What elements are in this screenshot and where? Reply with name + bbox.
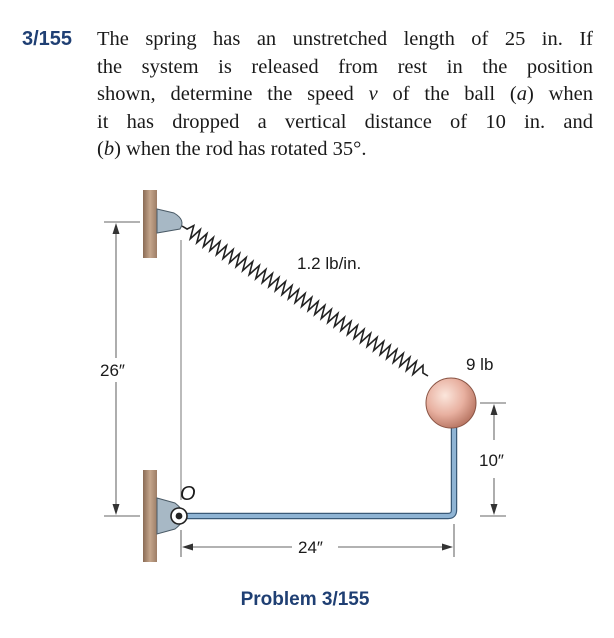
drop-label: 10″ bbox=[479, 451, 504, 470]
problem-text-segment: b bbox=[103, 138, 115, 160]
height-label: 26″ bbox=[100, 361, 125, 380]
problem-text-segment: ) when bbox=[526, 83, 593, 105]
problem-text-segment: The spring has an unstretched length of 25 in. If bbox=[97, 28, 593, 50]
rod-highlight bbox=[180, 420, 454, 516]
problem-text-segment: the system is released from rest in the position bbox=[97, 55, 593, 78]
spring bbox=[182, 226, 428, 376]
width-dim-arrow-right bbox=[442, 544, 453, 551]
drop-dim-arrow-top bbox=[491, 404, 498, 415]
problem-text-segment: v bbox=[368, 83, 378, 105]
rod bbox=[180, 420, 454, 516]
upper-bracket bbox=[157, 209, 182, 233]
problem-text-segment: it has dropped a vertical distance of 10 in. and bbox=[97, 110, 593, 133]
problem-text-segment: a bbox=[516, 83, 527, 105]
problem-number: 3/155 bbox=[22, 28, 73, 50]
ball bbox=[426, 378, 476, 428]
problem-text-segment: ( bbox=[97, 138, 104, 160]
lower-wall bbox=[143, 470, 157, 562]
height-dim-arrow-bottom bbox=[113, 504, 120, 515]
figure-caption bbox=[0, 589, 614, 611]
problem-text-segment: of the ball ( bbox=[377, 83, 517, 105]
pivot-label: O bbox=[180, 483, 196, 505]
problem-text-segment: shown, determine the speed bbox=[97, 83, 369, 105]
upper-wall bbox=[143, 190, 157, 258]
spring-constant-label: 1.2 lb/in. bbox=[297, 254, 362, 273]
problem-text-segment: ) when the rod has rotated 35°. bbox=[114, 138, 367, 160]
pivot-pin-center bbox=[176, 513, 183, 520]
width-dim-arrow-left bbox=[182, 544, 193, 551]
drop-dim-arrow-bottom bbox=[491, 504, 498, 515]
ball-weight-label: 9 lb bbox=[466, 355, 494, 374]
width-label: 24″ bbox=[298, 538, 323, 557]
height-dim-arrow-top bbox=[113, 223, 120, 234]
caption-text: Problem 3/155 bbox=[240, 589, 370, 610]
